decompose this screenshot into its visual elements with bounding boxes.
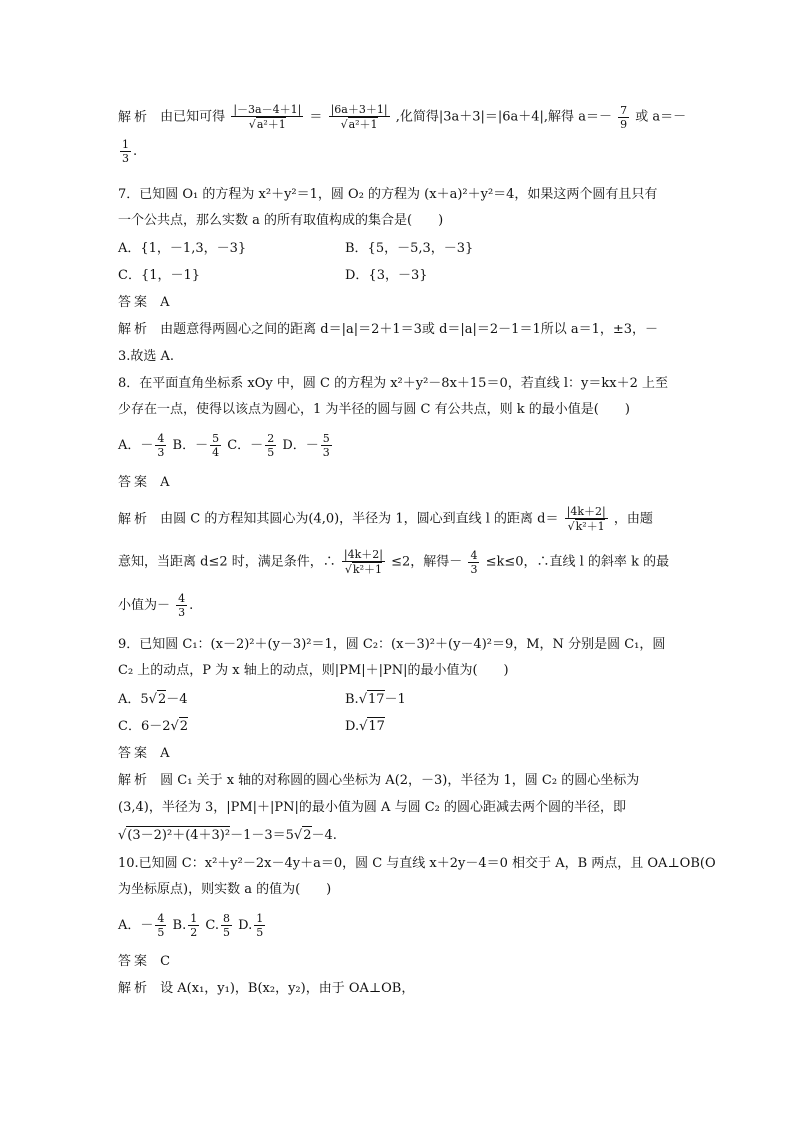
option-b: B.√17－1 xyxy=(345,692,406,707)
option-b: B．－ xyxy=(172,438,209,453)
option-d: D. xyxy=(238,918,253,933)
answer-value: A xyxy=(160,475,170,490)
explanation-line: 解析 由已知可得 $\frac{|-3a-4+1|}{\text{√a²＋1}}$ ＝ $\frac{|6a+3+1|}{\text{√a²＋1}}$ ,化简得|3a＋3|＝|6a＋4|,解得 a＝－ $\frac{7}{9}$ 或 a＝－ xyxy=(118,103,687,131)
option-d: D．{3，－3} xyxy=(345,268,428,283)
explanation-line: 解析 设 A(x₁，y₁)，B(x₂，y₂)，由于 OA⊥OB， xyxy=(118,981,415,996)
answer-label: 答案 xyxy=(118,954,151,969)
options-row: A．－ $\frac{4}{5}$ B. $\frac{1}{2}$ C. $\frac{8}{5}$ D. $\frac{1}{5}$ xyxy=(118,912,264,939)
fraction: $\frac{|-3a-4+1|}{\text{√a²＋1}}$ xyxy=(233,103,302,131)
question-stem: 一个公共点，那么实数 a 的所有取值构成的集合是( ) xyxy=(118,213,444,228)
explanation-line: 解析 由题意得两圆心之间的距离 d＝|a|＝2＋1＝3或 d＝|a|＝2－1＝1所以 a＝1，±3，－ xyxy=(118,322,659,337)
option-c: C．－ xyxy=(227,438,264,453)
answer-line xyxy=(118,294,170,312)
explanation-line-cont: 3.故选 A. xyxy=(118,349,175,364)
option-d: D．－ xyxy=(282,438,319,453)
explanation-label: 解析 xyxy=(118,981,151,996)
question-stem: C₂ 上的动点，P 为 x 轴上的动点，则|PM|＋|PN|的最小值为( ) xyxy=(118,663,509,678)
option-a: A．－ xyxy=(118,918,154,933)
answer-label: 答案 xyxy=(118,746,151,761)
answer-line xyxy=(118,474,170,492)
question-stem: 8．在平面直角坐标系 xOy 中，圆 C 的方程为 x²＋y²－8x＋15＝0，若直线 l：y＝kx＋2 上至 xyxy=(118,376,668,391)
question-stem: 为坐标原点)，则实数 a 的值为( ) xyxy=(118,882,332,897)
option-c: C．{1，－1} xyxy=(118,268,201,283)
explanation-line: 解析 由圆 C 的方程知其圆心为(4,0)，半径为 1，圆心到直线 l 的距离 d＝ $\frac{|4k+2|}{\text{√k²＋1}}$ ，由题 xyxy=(118,505,653,533)
option-b: B．{5，－5,3，－3} xyxy=(345,241,474,256)
question-stem: 9．已知圆 C₁：(x－2)²＋(y－3)²＝1，圆 C₂：(x－3)²＋(y－4)²＝9，M，N 分别是圆 C₁，圆 xyxy=(118,637,666,652)
options-row: A．－ $\frac{4}{3}$ B．－ $\frac{5}{4}$ C．－ $\frac{2}{5}$ D．－ $\frac{5}{3}$ xyxy=(118,432,330,459)
explanation-label: 解析 xyxy=(118,511,151,527)
explanation-line-cont: √(3－2)²＋(4＋3)²－1－3＝5√2－4. xyxy=(118,828,337,843)
explanation-line-cont: (3,4)，半径为 3，|PM|＋|PN|的最小值为圆 A 与圆 C₂ 的圆心距减去两个圆的半径，即 xyxy=(118,800,626,815)
answer-value: A xyxy=(160,746,170,761)
explanation-line: 解析 圆 C₁ 关于 x 轴的对称圆的圆心坐标为 A(2，－3)，半径为 1，圆 C₂ 的圆心坐标为 xyxy=(118,773,640,788)
answer-line xyxy=(118,953,170,971)
fraction: $\frac{|6a+3+1|}{\text{√a²＋1}}$ xyxy=(330,103,388,131)
option-d: D.√17 xyxy=(345,719,385,734)
option-b: B. xyxy=(172,918,187,933)
answer-value: A xyxy=(160,295,170,310)
explanation-label: 解析 xyxy=(118,109,151,125)
answer-label: 答案 xyxy=(118,295,151,310)
fraction: $\frac{7}{9}$ xyxy=(620,103,628,131)
question-stem: 10.已知圆 C：x²＋y²－2x－4y＋a＝0，圆 C 与直线 x＋2y－4＝0 相交于 A，B 两点，且 OA⊥OB(O xyxy=(118,856,716,871)
explanation-line-cont: 意知，当距离 d≤2 时，满足条件，∴ $\frac{|4k+2|}{\text{√k²＋1}}$ ≤2，解得－ $\frac{4}{3}$ ≤k≤0，∴直线 l 的斜率 k 的最 xyxy=(118,548,670,576)
answer-line xyxy=(118,745,170,763)
explanation-label: 解析 xyxy=(118,773,151,788)
explanation-line-cont: 小值为－ $\frac{4}{3}$ . xyxy=(118,592,194,619)
option-c: C. xyxy=(205,918,219,933)
option-a: A．{1，－1,3，－3} xyxy=(118,241,247,256)
answer-value: C xyxy=(160,954,171,969)
fraction: $\frac{1}{3}$ xyxy=(122,138,129,165)
answer-label: 答案 xyxy=(118,475,151,490)
question-stem: 7．已知圆 O₁ 的方程为 x²＋y²＝1，圆 O₂ 的方程为 (x＋a)²＋y²＝4，如果这两个圆有且只有 xyxy=(118,187,658,202)
text: 由已知可得 xyxy=(160,109,226,125)
option-a: A．5√2－4 xyxy=(118,692,188,707)
option-a: A．－ xyxy=(118,438,154,453)
question-stem: 少存在一点，使得以该点为圆心，1 为半径的圆与圆 C 有公共点，则 k 的最小值是( ) xyxy=(118,402,630,417)
explanation-line-cont: $\frac{1}{3}$ . xyxy=(122,138,138,165)
option-c: C．6－2√2 xyxy=(118,719,189,734)
explanation-label: 解析 xyxy=(118,322,151,337)
